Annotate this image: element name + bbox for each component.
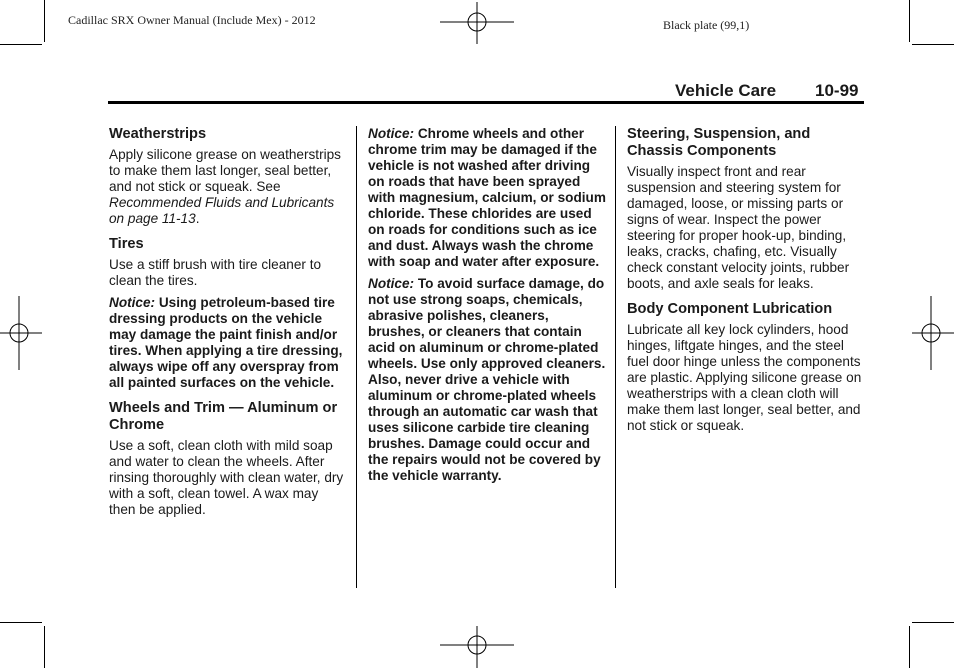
slug-left: Cadillac SRX Owner Manual (Include Mex) - 2012 — [68, 13, 316, 27]
tires-notice-label: Notice: — [109, 295, 156, 310]
chrome-notice — [368, 126, 606, 270]
steering-paragraph: Visually inspect front and rear suspension and steering system for damaged, loose, or missing parts or signs of wear. Inspect the power steering for proper hook-up, binding, leaks, cracks, chafing, etc. Visually check constant velocity joints, rubber boots, and axle seals for leaks. — [627, 164, 850, 291]
surface-notice-label: Notice: — [368, 276, 415, 291]
column-2 — [368, 126, 606, 484]
weatherstrips-paragraph — [109, 147, 347, 227]
tires-paragraph: Use a stiff brush with tire cleaner to clean the tires. — [109, 257, 322, 288]
column-divider-2 — [615, 126, 616, 588]
page-number: 10-99 — [815, 81, 859, 100]
steering-heading: Steering, Suspension, and Chassis Components — [627, 126, 811, 159]
chrome-notice-label: Notice: — [368, 126, 415, 141]
column-3 — [627, 126, 865, 434]
tires-notice — [109, 295, 347, 391]
section-title: Vehicle Care — [675, 81, 777, 100]
registration-mark-right — [912, 296, 954, 370]
body-lubrication-paragraph: Lubricate all key lock cylinders, hood hinges, liftgate hinges, and the steel fuel door hinge unless the components are plastic. Applying silicone grease on weatherstrips with a clean cloth will make them last longer, seal better, and not stick or squeak. — [627, 322, 862, 433]
column-divider-1 — [356, 126, 357, 588]
wheels-heading: Wheels and Trim — Aluminum or Chrome — [109, 400, 338, 433]
slug-right: Black plate (99,1) — [663, 18, 750, 32]
registration-mark-top — [440, 2, 514, 46]
weatherstrips-heading: Weatherstrips — [109, 126, 207, 142]
wheels-paragraph: Use a soft, clean cloth with mild soap and water to clean the wheels. After rinsing thoroughly with clean water, dry with a soft, clean towel. A wax may then be applied. — [109, 438, 344, 517]
body-lubrication-heading: Body Component Lubrication — [627, 301, 833, 317]
weatherstrips-end: . — [195, 211, 200, 226]
surface-notice — [368, 276, 606, 484]
weatherstrips-reference: Recommended Fluids and Lubricants on page 11-13 — [109, 195, 335, 226]
registration-mark-bottom — [440, 626, 514, 668]
header-rule — [108, 101, 864, 104]
column-1 — [109, 126, 347, 518]
tires-heading: Tires — [109, 236, 144, 252]
tires-notice-text: Using petroleum-based tire dressing products on the vehicle may damage the paint finish and/or tires. When applying a tire dressing, always wipe off any overspray from all painted surfaces on the vehicle. — [109, 295, 343, 390]
chrome-notice-text: Chrome wheels and other chrome trim may be damaged if the vehicle is not washed after driving on roads that have been sprayed with magnesium, calcium, or sodium chloride. These chlorides are used on roads for conditions such as ice and dust. Always wash the chrome with soap and water after exposure. — [368, 126, 606, 269]
surface-notice-text: To avoid surface damage, do not use strong soaps, chemicals, abrasive polishes, cleaners, brushes, or cleaners that contain acid on aluminum or chrome-plated wheels. Use only approved cleaners. Also, never drive a vehicle with aluminum or chrome-plated wheels through an automatic car wash that uses silicone carbide tire cleaning brushes. Damage could occur and the repairs would not be covered by the vehicle warranty. — [368, 276, 606, 483]
registration-mark-left — [0, 296, 42, 370]
weatherstrips-text: Apply silicone grease on weatherstrips to make them last longer, seal better, and not stick or squeak. See — [109, 147, 341, 194]
